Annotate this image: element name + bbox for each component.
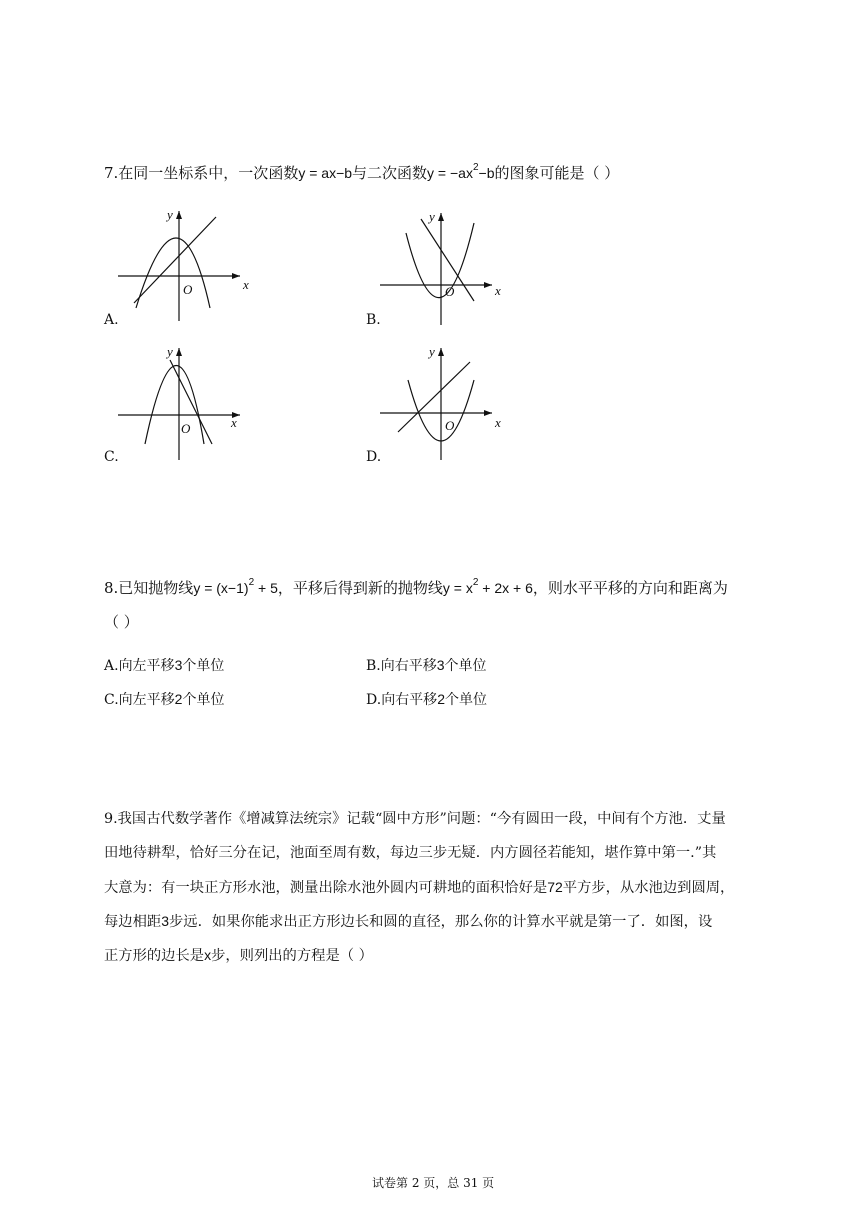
q7-stem: [104, 163, 619, 186]
q8-middle: ，平移后得到新的抛物线: [277, 579, 443, 597]
q9-text: 每边相距: [104, 914, 162, 930]
option-number: 2: [174, 691, 183, 707]
q7-graph-c: [112, 342, 252, 462]
q9-line-2: 田地待耕犁，恰好三分在记，池面至周有数，每边三步无疑．内方圆径若能知，堪作算中第一.”其: [104, 845, 717, 861]
q8-exponent: 2: [472, 577, 479, 588]
option-text: 个单位: [182, 692, 225, 708]
q9-text: 平方步，从水池边到圆周，: [562, 880, 735, 896]
q7-option-b-label: B.: [366, 312, 381, 328]
q7-quadratic-function: y = −ax: [427, 165, 473, 181]
q8-original-tail: + 5: [254, 580, 278, 596]
parabola: [145, 366, 204, 445]
q7-quadratic-tail: −b: [478, 165, 495, 181]
axis-x-label: x: [243, 277, 249, 292]
axis-y-label: y: [167, 344, 173, 359]
q7-linear-function: y = ax−b: [298, 165, 353, 181]
q9-text: 正方形的边长是: [104, 948, 205, 964]
q9-variable: x: [204, 947, 212, 963]
option-letter: B.: [366, 658, 381, 674]
option-letter: D.: [366, 692, 382, 708]
q7-graph-a: [112, 203, 252, 328]
origin-label: O: [181, 421, 191, 436]
q8-original-parabola: y = (x−1): [193, 580, 249, 596]
q7-graph-b: [374, 203, 514, 328]
option-number: 2: [437, 691, 445, 707]
option-letter: C.: [104, 692, 119, 708]
q9-area-number: 72: [547, 879, 563, 895]
q9-line-5: [104, 938, 373, 973]
origin-label: O: [445, 418, 455, 433]
axis-y-label: y: [429, 344, 435, 359]
parabola: [406, 223, 474, 298]
option-number: 3: [174, 657, 183, 673]
q7-option-c-label: C.: [104, 449, 119, 465]
q8-option-b: [366, 655, 487, 676]
q7-option-d-label: D.: [366, 449, 382, 465]
q7-suffix: 的图象可能是（ ）: [494, 164, 620, 182]
q8-answer-paren: （ ）: [104, 613, 139, 631]
q8-new-parabola: y = x: [442, 580, 473, 596]
option-number: 3: [436, 657, 445, 673]
q7-prefix: 7.在同一坐标系中，一次函数: [104, 164, 299, 182]
axis-x-label: x: [495, 283, 501, 298]
q8-stem: [104, 578, 728, 601]
line: [134, 217, 216, 303]
option-text: 个单位: [444, 692, 487, 708]
option-text: 向左平移: [118, 692, 175, 708]
axis-x-label: x: [495, 415, 501, 430]
q9-distance-number: 3: [161, 913, 169, 929]
q7-middle: 与二次函数: [352, 164, 428, 182]
q9-text: 大意为：有一块正方形水池，测量出除水池外圆内可耕地的面积恰好是: [104, 880, 548, 896]
q7-graph-d: [374, 342, 514, 462]
q8-suffix: ，则水平平移的方向和距离为: [532, 579, 728, 597]
axis-y-label: y: [167, 207, 173, 222]
q9-line-1: 9.我国古代数学著作《增减算法统宗》记载“圆中方形”问题：“今有圆田一段，中间有个方池．丈量: [104, 811, 726, 827]
q9-line-4: [104, 904, 712, 939]
option-letter: A.: [104, 658, 119, 674]
line: [170, 360, 212, 444]
q8-option-d: [366, 689, 487, 710]
q8-new-tail: + 2x + 6: [478, 580, 533, 596]
origin-label: O: [183, 282, 193, 297]
q8-prefix: 8.已知抛物线: [104, 579, 194, 597]
q8-option-c: [104, 689, 224, 710]
q9-text: 步远．如果你能求出正方形边长和圆的直径，那么你的计算水平就是第一了．如图，设: [168, 914, 713, 930]
option-text: 向右平移: [380, 658, 437, 674]
q7-exponent: 2: [472, 162, 479, 173]
q8-option-a: [104, 655, 224, 676]
origin-label: O: [445, 284, 455, 299]
axis-x-label: x: [231, 415, 237, 430]
q8-exponent: 2: [248, 577, 255, 588]
option-text: 向左平移: [118, 658, 175, 674]
page-footer: 试卷第 2 页，总 31 页: [372, 1176, 495, 1190]
option-text: 个单位: [444, 658, 487, 674]
option-text: 向右平移: [381, 692, 438, 708]
parabola: [136, 238, 210, 308]
q9-line-3: [104, 870, 734, 905]
axis-y-label: y: [429, 209, 435, 224]
q7-option-a-label: A.: [104, 312, 119, 328]
q9-text: 步，则列出的方程是（ ）: [211, 948, 373, 964]
option-text: 个单位: [182, 658, 225, 674]
